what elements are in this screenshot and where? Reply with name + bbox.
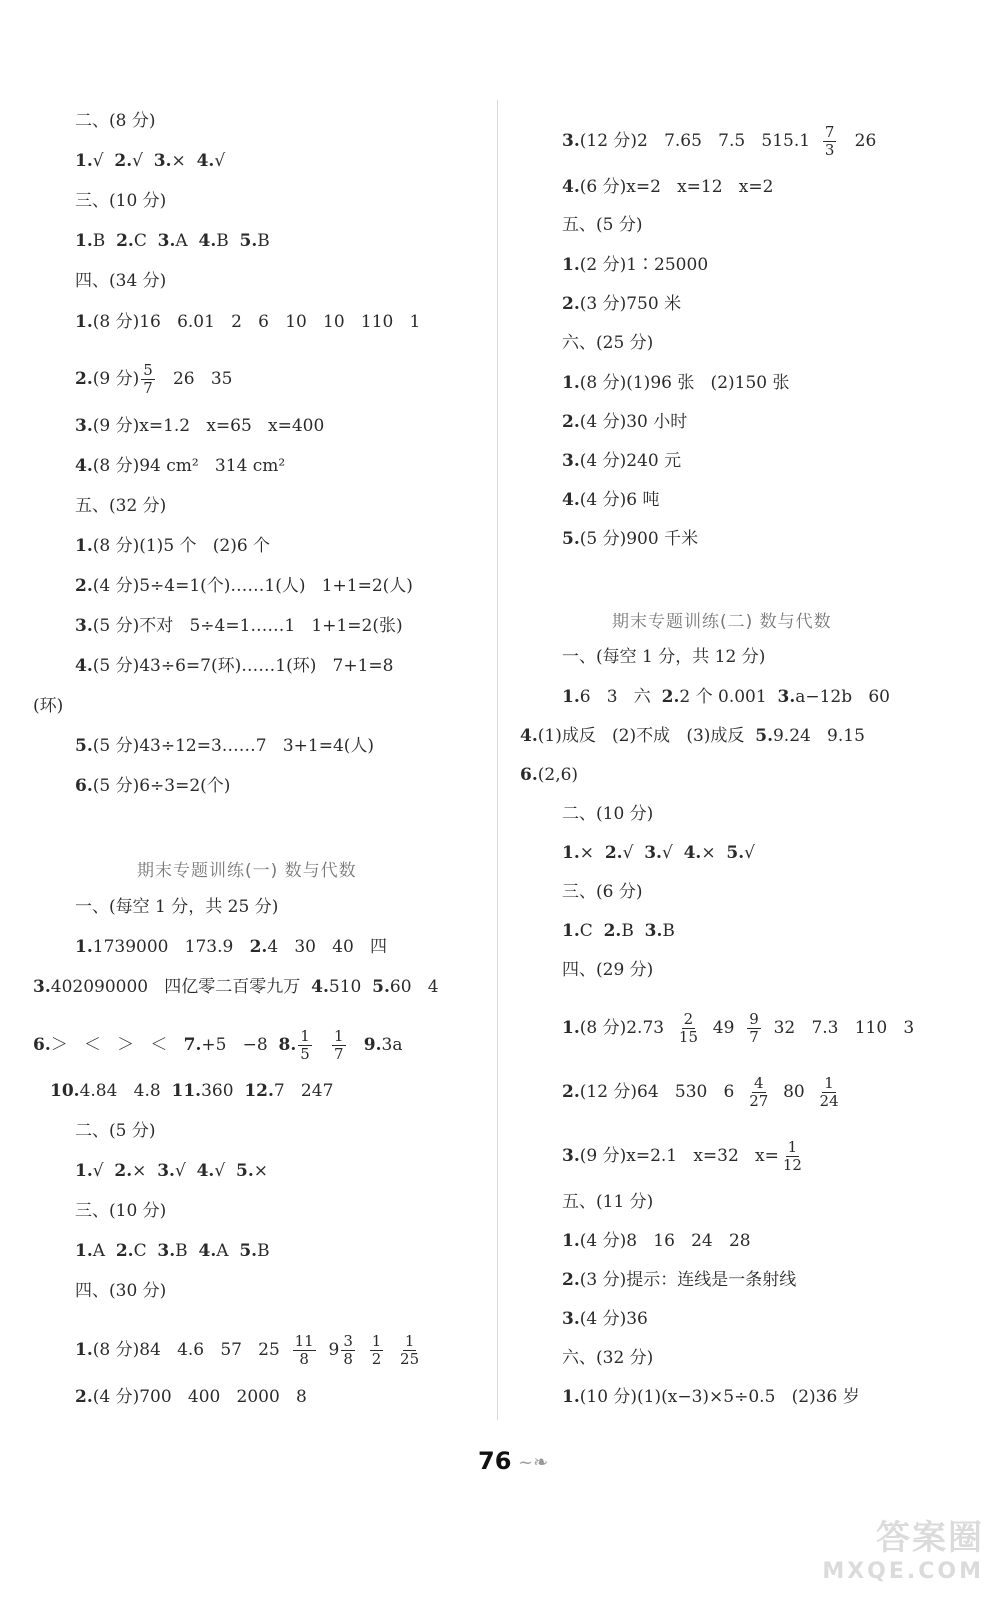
question-number: 1. — [75, 151, 93, 171]
answer-text: (8 分)94 cm² 314 cm² — [92, 456, 286, 476]
answer-text: (8 分)(1)96 张 (2)150 张 — [579, 373, 790, 393]
right-answer-line — [562, 646, 765, 668]
right-answer-line — [562, 528, 698, 550]
answer-text: 32 7.3 110 3 — [762, 1018, 915, 1038]
right-answer-line — [562, 176, 773, 198]
question-number: 5. — [755, 726, 773, 746]
answer-text: 四、(29 分) — [562, 960, 654, 980]
question-number: 1. — [75, 312, 93, 332]
question-number: 1. — [75, 1241, 93, 1261]
answer-text — [385, 1340, 396, 1360]
question-number: 2. — [562, 1082, 580, 1102]
question-number: 2. — [116, 231, 134, 251]
question-number: 5. — [562, 529, 580, 549]
fraction-denominator: 7 — [749, 1028, 759, 1046]
answer-text: 1739000 173.9 — [92, 937, 250, 957]
question-number: 3. — [644, 843, 662, 863]
question-number: 3. — [562, 451, 580, 471]
answer-text: 三、(6 分) — [562, 882, 643, 902]
question-number: 6. — [33, 1035, 51, 1055]
fraction — [747, 1011, 761, 1046]
answer-text: √ — [92, 1161, 115, 1181]
question-number: 4. — [196, 1161, 215, 1181]
left-answer-line — [75, 775, 230, 797]
fraction-denominator: 12 — [782, 1156, 802, 1174]
left-answer-line — [75, 1333, 423, 1368]
watermark — [822, 1510, 984, 1584]
question-number: 2. — [115, 1241, 134, 1261]
right-answer-line — [520, 725, 865, 747]
answer-text — [314, 1035, 330, 1055]
left-answer-line — [75, 1240, 270, 1262]
question-number: 5. — [239, 1241, 258, 1261]
fraction-numerator: 4 — [753, 1074, 764, 1092]
answer-text: 2 个 0.001 — [679, 687, 778, 707]
left-answer-line — [50, 1080, 333, 1102]
left-answer-line — [75, 1160, 268, 1182]
answer-text: ＞ ＜ ＞ ＜ — [50, 1035, 184, 1055]
question-number: 1. — [562, 255, 580, 275]
left-answer-line — [75, 896, 278, 918]
fraction — [141, 362, 155, 397]
answer-text: 49 — [702, 1018, 746, 1038]
question-number: 1. — [75, 1161, 93, 1181]
fraction-denominator: 2 — [371, 1350, 382, 1368]
answer-text: × — [171, 151, 197, 171]
question-number: 9. — [363, 1035, 382, 1055]
question-number: 4. — [196, 151, 215, 171]
answer-text: √ — [214, 1161, 236, 1181]
answer-text: (12 分)64 530 6 — [579, 1082, 746, 1102]
answer-text: √ — [622, 843, 645, 863]
answer-text: A — [216, 1241, 240, 1261]
fraction — [298, 1028, 312, 1063]
left-answer-line — [75, 1280, 166, 1302]
fraction-numerator: 9 — [749, 1010, 759, 1028]
right-answer-line — [520, 764, 578, 786]
question-number: 1. — [562, 921, 580, 941]
fraction-denominator: 5 — [300, 1045, 310, 1063]
question-number: 2. — [562, 412, 580, 432]
answer-text: B — [92, 231, 117, 251]
answer-text: (4 分)6 吨 — [579, 490, 660, 510]
answer-text: 二、(5 分) — [75, 1121, 156, 1141]
question-number: 2. — [562, 1270, 580, 1290]
fraction-denominator: 25 — [400, 1350, 420, 1368]
right-answer-line — [562, 1139, 806, 1174]
answer-text: 6 3 六 — [579, 687, 662, 707]
question-number: 3. — [644, 921, 663, 941]
answer-text: A — [92, 1241, 116, 1261]
question-number: 3. — [153, 151, 172, 171]
answer-text: 五、(5 分) — [562, 215, 643, 235]
fraction — [677, 1011, 700, 1046]
left-answer-line — [75, 495, 166, 517]
right-answer-line — [562, 1347, 653, 1369]
right-answer-line — [562, 293, 681, 315]
answer-text: (4 分)240 元 — [579, 451, 682, 471]
left-answer-line — [75, 1386, 307, 1408]
answer-text: 四、(34 分) — [75, 271, 167, 291]
fraction — [332, 1028, 346, 1063]
answer-text: (环) — [33, 696, 64, 716]
left-answer-line — [75, 575, 413, 597]
right-answer-line — [562, 489, 659, 511]
question-number: 2. — [562, 294, 580, 314]
answer-text: 510 — [328, 977, 373, 997]
question-number: 11. — [171, 1081, 202, 1101]
fraction — [370, 1333, 384, 1368]
fraction — [818, 1075, 841, 1110]
question-number: 1. — [562, 843, 580, 863]
right-answer-line — [562, 1011, 914, 1046]
fraction — [293, 1333, 316, 1368]
answer-text: × — [132, 1161, 158, 1181]
question-number: 2. — [604, 843, 623, 863]
answer-text: B — [175, 1241, 199, 1261]
question-number: 3. — [75, 416, 93, 436]
left-answer-line — [75, 311, 420, 333]
page-number: 76 — [478, 1447, 512, 1475]
left-answer-line — [75, 615, 403, 637]
question-number: 1. — [562, 1018, 580, 1038]
question-number: 4. — [198, 1241, 217, 1261]
fraction-denominator: 8 — [299, 1350, 309, 1368]
answer-text: 4.84 4.8 — [79, 1081, 172, 1101]
answer-text: (2,6) — [537, 765, 579, 785]
answer-text: (9 分)x=1.2 x=65 x=400 — [92, 416, 325, 436]
answer-text: (4 分)36 — [579, 1309, 648, 1329]
left-answer-line — [33, 1028, 402, 1063]
answer-text: 二、(8 分) — [75, 111, 156, 131]
right-answer-line — [562, 1230, 751, 1252]
fraction-denominator: 3 — [824, 141, 835, 159]
answer-text: (8 分)(1)5 个 (2)6 个 — [92, 536, 271, 556]
question-number: 2. — [114, 1161, 133, 1181]
left-answer-line — [33, 695, 63, 717]
right-answer-line — [562, 254, 708, 276]
question-number: 4. — [75, 656, 93, 676]
question-number: 2. — [75, 369, 93, 389]
answer-text: (5 分)43÷6=7(环)……1(环) 7+1=8 — [92, 656, 394, 676]
answer-text: (8 分)2.73 — [579, 1018, 675, 1038]
answer-text: √ — [661, 843, 684, 863]
right-answer-line — [562, 1075, 843, 1110]
answer-text: √ — [174, 1161, 197, 1181]
fraction-numerator: 1 — [334, 1027, 344, 1045]
answer-text: (3 分)750 米 — [579, 294, 682, 314]
fraction-denominator: 24 — [819, 1092, 839, 1110]
question-number: 3. — [562, 1146, 580, 1166]
section-title: 期末专题训练(一) 数与代数 — [137, 861, 357, 881]
question-number: 1. — [562, 1231, 580, 1251]
right-answer-line — [562, 1269, 796, 1291]
section-title: 期末专题训练(二) 数与代数 — [612, 612, 832, 632]
right-answer-line — [562, 1308, 648, 1330]
fraction-numerator: 2 — [683, 1010, 694, 1028]
right-answer-line — [562, 124, 876, 159]
fraction-numerator: 3 — [343, 1332, 353, 1350]
answer-text: (5 分)900 千米 — [579, 529, 699, 549]
fraction — [823, 124, 837, 159]
fraction — [747, 1075, 770, 1110]
question-number: 7. — [183, 1035, 202, 1055]
answer-text: (2 分)1∶25000 — [579, 255, 709, 275]
fraction-numerator: 1 — [300, 1027, 310, 1045]
answer-text: (5 分)6÷3=2(个) — [92, 776, 231, 796]
fraction — [398, 1333, 421, 1368]
answer-text: 3a — [381, 1035, 403, 1055]
right-answer-line — [562, 959, 653, 981]
fraction-denominator: 7 — [334, 1045, 344, 1063]
right-answer-line — [562, 450, 681, 472]
answer-text — [357, 1340, 368, 1360]
right-answer-line — [562, 920, 675, 942]
answer-text: 六、(32 分) — [562, 1348, 654, 1368]
fraction-numerator: 11 — [294, 1332, 314, 1350]
left-answer-line — [75, 535, 270, 557]
right-answer-line — [562, 411, 687, 433]
answer-text: 402090000 四亿零二百零九万 — [50, 977, 312, 997]
question-number: 5. — [239, 231, 258, 251]
question-number: 6. — [75, 776, 93, 796]
answer-text: (12 分)2 7.65 7.5 515.1 — [579, 131, 821, 151]
left-answer-line — [75, 655, 393, 677]
watermark-line1: 答案圈 — [876, 1518, 984, 1558]
question-number: 2. — [249, 937, 268, 957]
answer-text: (6 分)x=2 x=12 x=2 — [579, 177, 774, 197]
question-number: 3. — [562, 131, 580, 151]
answer-text: (4 分)30 小时 — [579, 412, 688, 432]
column-divider — [497, 100, 498, 1420]
answer-text: 60 4 — [389, 977, 439, 997]
answer-text: 26 35 — [156, 369, 233, 389]
right-answer-line — [562, 1386, 860, 1408]
fraction-denominator: 15 — [678, 1028, 698, 1046]
answer-text: 4 30 40 四 — [267, 937, 388, 957]
left-answer-line — [33, 976, 439, 998]
right-answer-line — [562, 332, 653, 354]
answer-text: B — [257, 1241, 270, 1261]
fraction — [781, 1139, 804, 1174]
left-answer-line — [75, 1120, 155, 1142]
question-number: 4. — [198, 231, 217, 251]
right-answer-line — [562, 881, 642, 903]
left-answer-line — [75, 270, 166, 292]
answer-text: 一、(每空 1 分，共 12 分) — [562, 647, 766, 667]
left-answer-line — [75, 362, 232, 397]
answer-text: √ — [92, 151, 115, 171]
answer-text: (5 分)不对 5÷4=1……1 1+1=2(张) — [92, 616, 403, 636]
question-number: 4. — [75, 456, 93, 476]
question-number: 3. — [157, 1241, 176, 1261]
question-number: 5. — [235, 1161, 254, 1181]
question-number: 3. — [777, 687, 796, 707]
right-answer-line — [562, 842, 755, 864]
answer-text: B — [621, 921, 645, 941]
fraction-denominator: 27 — [749, 1092, 769, 1110]
right-answer-line — [562, 1191, 653, 1213]
right-answer-line — [562, 214, 642, 236]
question-number: 2. — [661, 687, 680, 707]
answer-text: A — [175, 231, 199, 251]
question-number: 3. — [157, 231, 176, 251]
answer-text: 9 — [317, 1340, 340, 1360]
answer-text: 五、(11 分) — [562, 1192, 654, 1212]
right-answer-line — [562, 686, 890, 708]
answer-text: × — [701, 843, 727, 863]
answer-text: 一、(每空 1 分，共 25 分) — [75, 897, 279, 917]
answer-text: 26 — [838, 131, 877, 151]
answer-text: (4 分)5÷4=1(个)……1(人) 1+1=2(人) — [92, 576, 413, 596]
fraction-denominator: 8 — [343, 1350, 353, 1368]
right-answer-line — [562, 372, 790, 394]
question-number: 1. — [562, 1387, 580, 1407]
left-answer-line — [75, 735, 374, 757]
answer-text — [348, 1035, 364, 1055]
left-answer-line — [75, 190, 166, 212]
answer-text: (3 分)提示：连线是一条射线 — [579, 1270, 797, 1290]
answer-text: 7 247 — [273, 1081, 334, 1101]
answer-text: B — [662, 921, 675, 941]
answer-text: C — [133, 1241, 158, 1261]
answer-text: 二、(10 分) — [562, 804, 654, 824]
answer-text: 360 — [201, 1081, 245, 1101]
fraction-numerator: 7 — [824, 123, 835, 141]
fraction-numerator: 1 — [787, 1138, 798, 1156]
question-number: 4. — [562, 177, 580, 197]
question-number: 1. — [75, 1340, 93, 1360]
answer-text: × — [579, 843, 605, 863]
answer-text: 四、(30 分) — [75, 1281, 167, 1301]
answer-text: (8 分)84 4.6 57 25 — [92, 1340, 291, 1360]
answer-text: 三、(10 分) — [75, 191, 167, 211]
question-number: 12. — [244, 1081, 274, 1101]
question-number: 4. — [683, 843, 702, 863]
answer-text: (9 分) — [92, 369, 140, 389]
fraction-numerator: 1 — [371, 1332, 382, 1350]
question-number: 1. — [562, 373, 580, 393]
question-number: 2. — [75, 1387, 93, 1407]
question-number: 6. — [520, 765, 538, 785]
answer-text: 五、(32 分) — [75, 496, 167, 516]
left-answer-line — [75, 1200, 166, 1222]
question-number: 3. — [75, 616, 93, 636]
question-number: 1. — [75, 231, 93, 251]
question-number: 2. — [75, 576, 93, 596]
answer-text: (5 分)43÷12=3……7 3+1=4(人) — [92, 736, 375, 756]
answer-text: (8 分)16 6.01 2 6 10 10 110 1 — [92, 312, 421, 332]
answer-text: (4 分)700 400 2000 8 — [92, 1387, 307, 1407]
answer-text: +5 −8 — [201, 1035, 279, 1055]
fraction-denominator: 7 — [143, 379, 153, 397]
answer-text: C — [133, 231, 158, 251]
answer-text: B — [216, 231, 240, 251]
question-number: 4. — [520, 726, 538, 746]
watermark-line2: MXQE.COM — [822, 1559, 984, 1584]
question-number: 1. — [562, 687, 580, 707]
answer-text: √ — [132, 151, 154, 171]
question-number: 1. — [75, 937, 93, 957]
question-number: 10. — [50, 1081, 80, 1101]
left-answer-line — [75, 455, 285, 477]
answer-text: (10 分)(1)(x−3)×5÷0.5 (2)36 岁 — [579, 1387, 860, 1407]
answer-text: 80 — [772, 1082, 816, 1102]
fraction-numerator: 1 — [404, 1332, 415, 1350]
question-number: 5. — [726, 843, 745, 863]
answer-text: C — [579, 921, 604, 941]
question-number: 4. — [311, 977, 329, 997]
answer-text: (9 分)x=2.1 x=32 x= — [579, 1146, 779, 1166]
answer-text: √ — [214, 151, 226, 171]
answer-text: √ — [744, 843, 755, 863]
right-answer-line — [562, 803, 653, 825]
left-answer-line — [75, 230, 270, 252]
answer-text: B — [257, 231, 270, 251]
answer-text: a−12b 60 — [795, 687, 890, 707]
question-number: 8. — [278, 1035, 297, 1055]
question-number: 2. — [114, 151, 133, 171]
answer-text: 9.24 9.15 — [772, 726, 865, 746]
answer-text: (1)成反 (2)不成 (3)成反 — [537, 726, 756, 746]
fraction-numerator: 1 — [824, 1074, 834, 1092]
answer-text: 六、(25 分) — [562, 333, 654, 353]
fraction — [341, 1333, 355, 1368]
question-number: 1. — [75, 536, 93, 556]
answer-text: × — [253, 1161, 268, 1181]
answer-text: 三、(10 分) — [75, 1201, 167, 1221]
left-answer-line — [75, 110, 155, 132]
left-answer-line — [75, 150, 225, 172]
question-number: 2. — [603, 921, 622, 941]
question-number: 4. — [562, 490, 580, 510]
question-number: 5. — [75, 736, 93, 756]
fraction-numerator: 5 — [143, 361, 153, 379]
question-number: 3. — [157, 1161, 175, 1181]
question-number: 5. — [372, 977, 390, 997]
left-answer-line — [75, 415, 324, 437]
question-number: 3. — [562, 1309, 580, 1329]
answer-text: (4 分)8 16 24 28 — [579, 1231, 751, 1251]
question-number: 3. — [33, 977, 51, 997]
left-answer-line — [75, 936, 387, 958]
flower-ornament-icon: ~❧ — [518, 1452, 549, 1473]
